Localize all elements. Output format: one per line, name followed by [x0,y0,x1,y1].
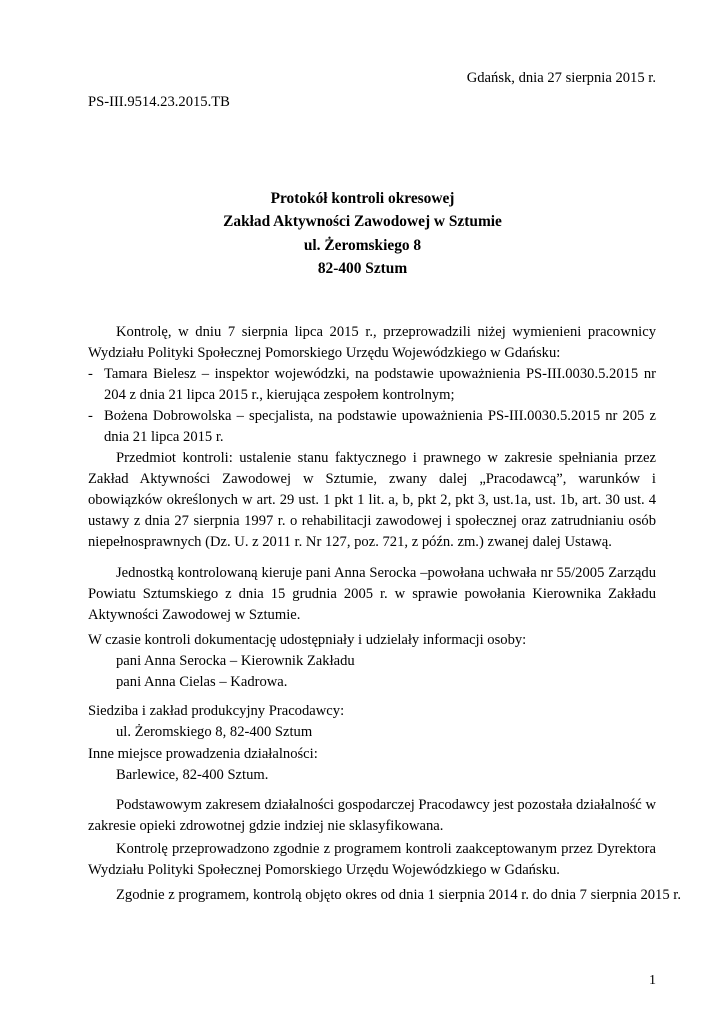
program-text: Kontrolę przeprowadzono zgodnie z programem kontroli zaakceptowanym przez Dyrektora Wydziału Polityki Społecznej Pomorskiego Urzędu Wojewódzkiego w Gdańsku. [88,841,656,878]
seat-address: ul. Żeromskiego 8, 82-400 Sztum [116,724,313,740]
title-line-2: Zakład Aktywności Zawodowej w Sztumie [223,213,502,231]
period-text: Zgodnie z programem, kontrolą objęto okres od dnia 1 sierpnia 2014 r. do dnia 7 sierpnia 2015 r. [116,887,681,903]
contact-persons-intro: W czasie kontroli dokumentację udostępniały i udzielały informacji osoby: [88,632,527,648]
inspector-item [88,364,656,406]
program-paragraph [88,839,656,881]
other-location-section [88,744,656,786]
other-location-address: Barlewice, 82-400 Sztum. [116,767,269,783]
inspectors-intro: Kontrolę, w dniu 7 sierpnia lipca 2015 r., przeprowadzili niżej wymienieni pracownicy Wydziału Polityki Społecznej Pomorskiego Urzędu Wojewódzkiego w Gdańsku: [88,324,656,361]
inspector-item [88,406,656,448]
title-line-4: 82-400 Sztum [317,259,408,277]
bullet-marker: - [88,366,93,382]
title-line-1: Protokół kontroli okresowej [270,190,455,207]
inspectors-section [88,322,656,448]
management-text: Jednostką kontrolowaną kieruje pani Anna Serocka –powołana uchwała nr 55/2005 Zarządu Powiatu Sztumskiego z dnia 15 grudnia 2005 r. w sprawie powołania Kierownika Zakładu Aktywności Zawodowej w Sztumie. [88,565,656,623]
bullet-marker: - [88,408,93,424]
subject-text: Przedmiot kontroli: ustalenie stanu faktycznego i prawnego w zakresie spełniania przez Zakład Aktywności Zawodowej w Sztumie, zwany dalej „Pracodawcą”, warunków i obowiązków określonych w art. 29 ust. 1 pkt 1 lit. a, b, pkt 2, pkt 3, ust.1a, ust. 1b, art. 30 ust. 4 ustawy z dnia 27 sierpnia 1997 r. o rehabilitacji zawodowej i społecznej oraz zatrudnianiu osób niepełnosprawnych (Dz. U. z 2011 r. Nr 127, poz. 721, z późn. zm.) zwanej dalej Ustawą. [88,450,656,550]
business-scope-text: Podstawowym zakresem działalności gospodarczej Pracodawcy jest pozostała działalność w zakresie opieki zdrowotnej gdzie indziej nie sklasyfikowana. [88,797,656,834]
contact-person: pani Anna Cielas – Kadrowa. [116,674,288,690]
page-number: 1 [649,973,656,988]
document-title [0,187,725,280]
other-location-label: Inne miejsce prowadzenia działalności: [88,746,318,762]
subject-paragraph [88,448,656,553]
seat-label: Siedziba i zakład produkcyjny Pracodawcy: [88,703,345,719]
inspector-text: Tamara Bielesz – inspektor wojewódzki, na podstawie upoważnienia PS-III.0030.5.2015 nr 204 z dnia 21 lipca 2015 r., kierująca zespołem kontrolnym; [104,366,656,403]
business-scope-paragraph [88,795,656,837]
reference-number: PS-III.9514.23.2015.TB [88,94,230,110]
contact-person: pani Anna Serocka – Kierownik Zakładu [116,653,355,669]
management-paragraph [88,563,656,626]
inspector-text: Bożena Dobrowolska – specjalista, na podstawie upoważnienia PS-III.0030.5.2015 nr 205 z dnia 21 lipca 2015 r. [104,408,656,445]
place-date: Gdańsk, dnia 27 sierpnia 2015 r. [466,70,656,86]
period-paragraph [88,885,681,906]
title-line-3: ul. Żeromskiego 8 [303,236,422,254]
contact-persons-section [88,630,656,693]
seat-section [88,701,656,743]
